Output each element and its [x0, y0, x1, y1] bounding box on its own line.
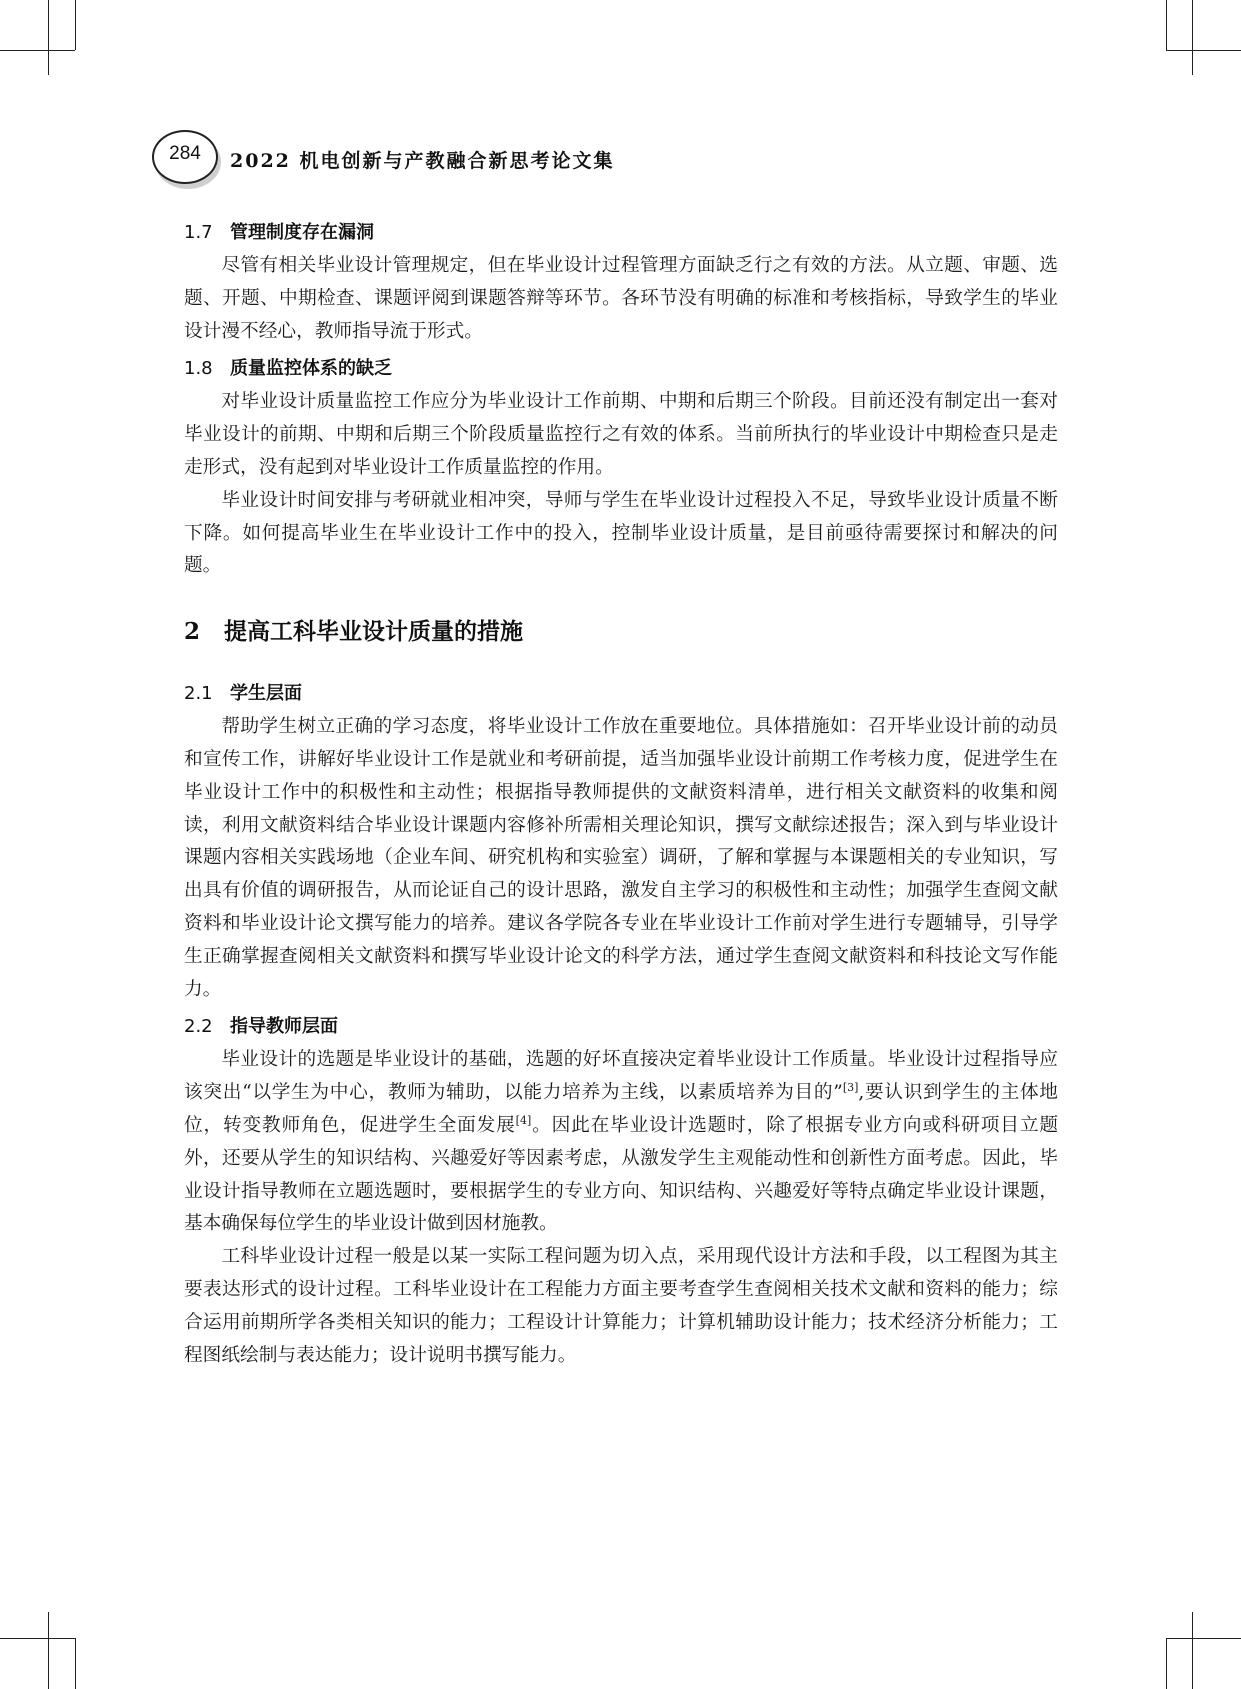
section-title: 质量监控体系的缺乏 — [230, 358, 392, 380]
crop-mark — [75, 1638, 76, 1689]
page-number-badge — [152, 130, 218, 184]
chapter-number: 2 — [184, 618, 201, 646]
section-number: 1.8 — [184, 358, 213, 380]
section-title: 学生层面 — [230, 683, 302, 705]
section-title: 指导教师层面 — [230, 1016, 338, 1038]
section-heading-1-7 — [184, 216, 1058, 250]
paragraph: 毕业设计时间安排与考研就业相冲突，导师与学生在毕业设计过程投入不足，导致毕业设计质量不断下降。如何提高毕业生在毕业设计工作中的投入，控制毕业设计质量，是目前亟待需要探讨和解决的问题。 — [184, 489, 1058, 577]
citation-ref: [3] — [842, 1080, 859, 1094]
crop-mark — [1192, 1612, 1193, 1689]
crop-mark — [0, 50, 75, 51]
paragraph-text: 。因此在毕业设计选题时，除了根据专业方向或科研项目立题外，还要从学生的知识结构、兴趣爱好等因素考虑，从激发学生主观能动性和创新性方面考虑。因此，毕业设计指导教师在立题选题时，要根据学生的专业方向、知识结构、兴趣爱好等特点确定毕业设计课题，基本确保每位学生的毕业设计做到因材施教。 — [184, 1114, 1059, 1235]
chapter-title: 提高工科毕业设计质量的措施 — [224, 618, 523, 646]
page-body — [184, 216, 1058, 1372]
chapter-heading-2 — [184, 609, 1058, 655]
page-number: 284 — [169, 143, 201, 164]
section-number: 2.1 — [184, 683, 213, 705]
section-title: 管理制度存在漏洞 — [230, 222, 374, 243]
section-number: 2.2 — [184, 1016, 213, 1038]
crop-mark — [75, 0, 76, 50]
running-header — [152, 130, 1092, 190]
crop-mark — [1192, 0, 1193, 75]
citation-ref: [4] — [515, 1113, 532, 1127]
section-heading-2-2 — [184, 1010, 1058, 1044]
paragraph: 对毕业设计质量监控工作应分为毕业设计工作前期、中期和后期三个阶段。目前还没有制定出一套对毕业设计的前期、中期和后期三个阶段质量监控行之有效的体系。当前所执行的毕业设计中期检查只是走走形式，没有起到对毕业设计工作质量监控的作用。 — [184, 391, 1058, 478]
section-heading-2-1 — [184, 677, 1058, 711]
crop-mark — [1166, 0, 1167, 50]
crop-mark — [48, 0, 49, 75]
crop-mark — [1166, 1638, 1241, 1639]
paragraph-text: 毕业设计的选题是毕业设计的基础，选题的好坏直接决定着毕业设计工作质量。毕业设计过程指导应该突出“以学生为中心，教师为辅助，以能力培养为主线，以素质培养为目的” — [184, 1049, 1058, 1104]
paragraph-text: ,要认识到学生的主体地位，转变教师角色，促进学生全面发展 — [184, 1082, 1058, 1136]
paragraph: 尽管有相关毕业设计管理规定，但在毕业设计过程管理方面缺乏行之有效的方法。从立题、审题、选题、开题、中期检查、课题评阅到课题答辩等环节。各环节没有明确的标准和考核指标，导致学生的毕业设计漫不经心，教师指导流于形式。 — [184, 255, 1058, 342]
crop-mark — [0, 1638, 75, 1639]
paragraph: 帮助学生树立正确的学习态度，将毕业设计工作放在重要地位。具体措施如：召开毕业设计前的动员和宣传工作，讲解好毕业设计工作是就业和考研前提，适当加强毕业设计前期工作考核力度，促进学生在毕业设计工作中的积极性和主动性；根据指导教师提供的文献资料清单，进行相关文献资料的收集和阅读，利用文献资料结合毕业设计课题内容修补所需相关理论知识，撰写文献综述报告；深入到与毕业设计课题内容相关实践场地（企业车间、研究机构和实验室）调研，了解和掌握与本课题相关的专业知识，写出具有价值的调研报告，从而论证自己的设计思路，激发自主学习的积极性和主动性；加强学生查阅文献资料和毕业设计论文撰写能力的培养。建议各学院各专业在毕业设计工作前对学生进行专题辅导，引导学生正确掌握查阅相关文献资料和撰写毕业设计论文的科学方法，通过学生查阅文献资料和科技论文写作能力。 — [184, 716, 1058, 1000]
crop-mark — [1166, 1638, 1167, 1689]
book-title: 2022 机电创新与产教融合新思考论文集 — [230, 150, 615, 172]
paragraph — [184, 1044, 1058, 1241]
crop-mark — [1166, 50, 1241, 51]
section-number: 1.7 — [184, 222, 213, 243]
section-heading-1-8 — [184, 352, 1058, 386]
crop-mark — [48, 1612, 49, 1689]
paragraph: 工科毕业设计过程一般是以某一实际工程问题为切入点，采用现代设计方法和手段，以工程图为其主要表达形式的设计过程。工科毕业设计在工程能力方面主要考查学生查阅相关技术文献和资料的能力；综合运用前期所学各类相关知识的能力；工程设计计算能力；计算机辅助设计能力；技术经济分析能力；工程图纸绘制与表达能力；设计说明书撰写能力。 — [184, 1246, 1058, 1366]
